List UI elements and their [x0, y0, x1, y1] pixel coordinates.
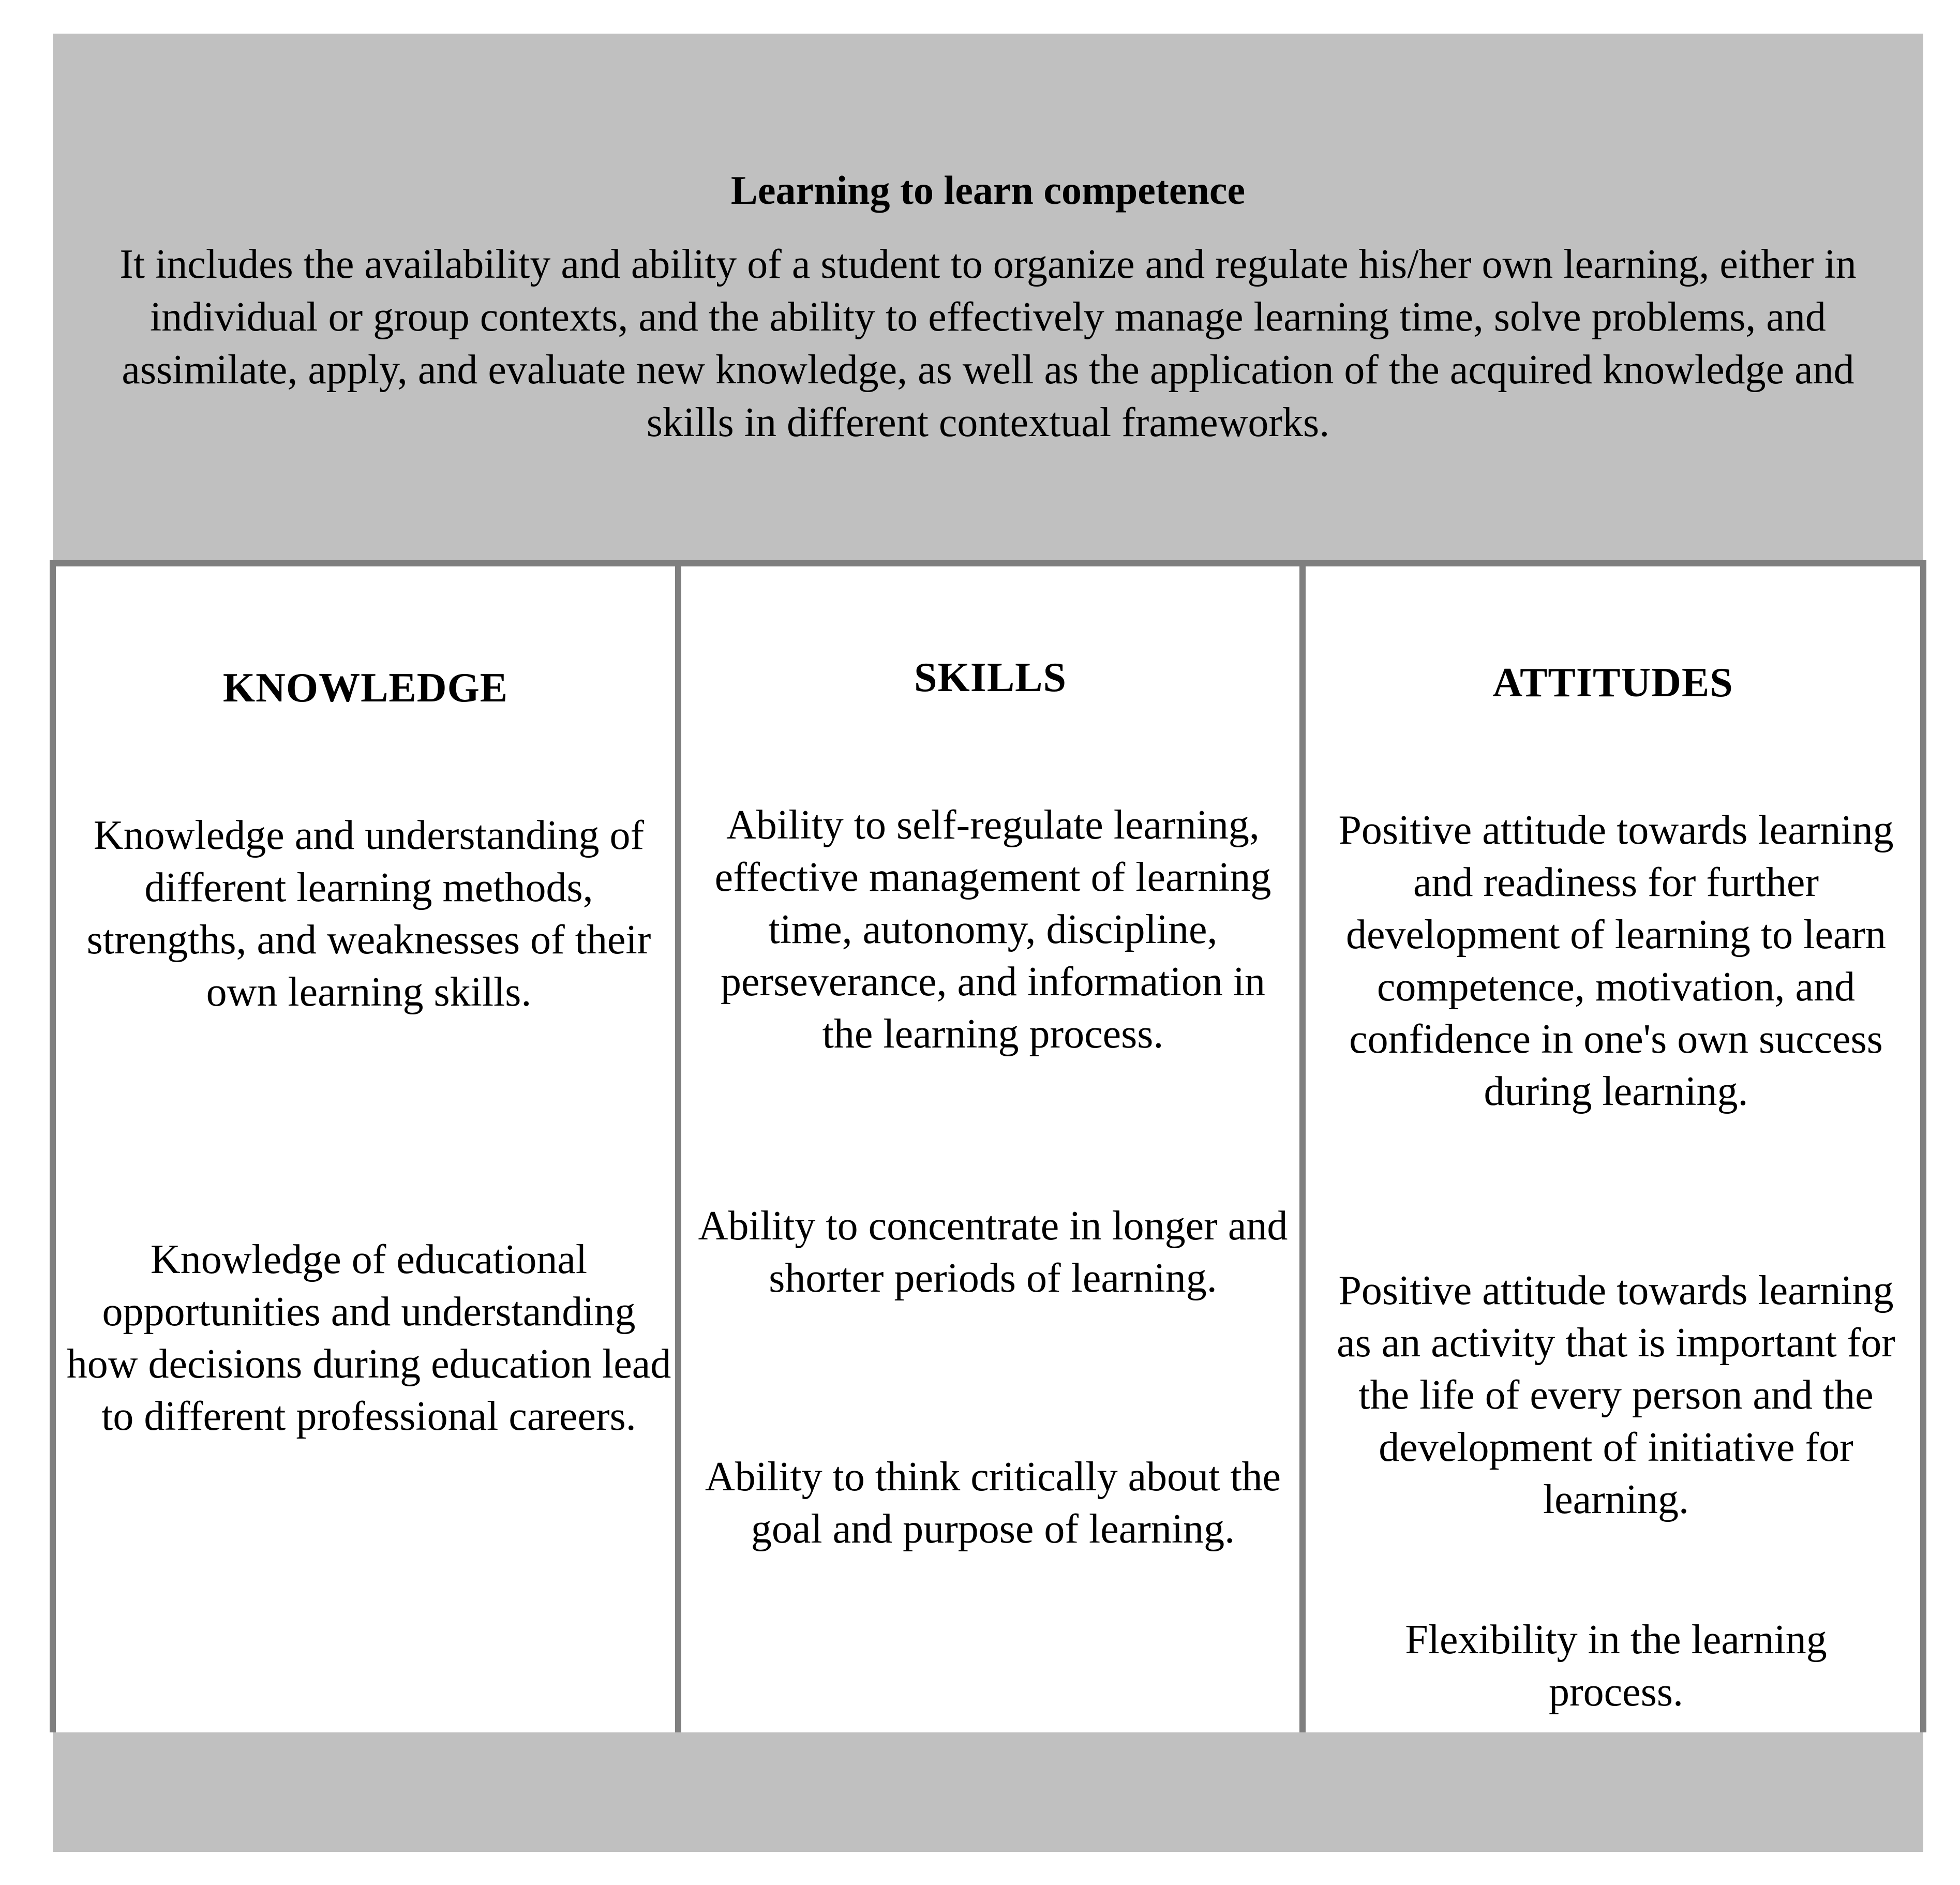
- knowledge-title: KNOWLEDGE: [222, 665, 508, 711]
- skills-item: Ability to self-regulate learning, effective management of learning time, autonomy, discipline, perseverance, and information in the learning process.: [714, 802, 1271, 1057]
- attitudes-item: Flexibility in the learning process.: [1405, 1617, 1827, 1715]
- header-description: It includes the availability and ability of a student to organize and regulate his/her own learning, either in individual or group contexts, and the ability to effectively manage learning time, solve problems, and assimilate, apply, and evaluate new knowledge, as well as the application of the acquired knowledge and skills in different contextual frameworks.: [119, 242, 1857, 445]
- skills-item: Ability to think critically about the goal and purpose of learning.: [705, 1454, 1281, 1552]
- knowledge-item: Knowledge of educational opportunities and understanding how decisions during education lead to different professional careers.: [66, 1237, 671, 1439]
- attitudes-column: [1299, 560, 1926, 1732]
- knowledge-item: Knowledge and understanding of different learning methods, strengths, and weaknesses of their own learning skills.: [86, 813, 651, 1015]
- attitudes-item: Positive attitude towards learning and readiness for further development of learning to learn competence, motivation, and confidence in one's own success during learning.: [1338, 807, 1894, 1114]
- header-title: Learning to learn competence: [730, 168, 1246, 213]
- skills-title: SKILLS: [914, 655, 1067, 700]
- skills-column: [675, 560, 1306, 1732]
- skills-item: Ability to concentrate in longer and shorter periods of learning.: [698, 1203, 1288, 1301]
- attitudes-title: ATTITUDES: [1492, 660, 1733, 706]
- footer-band: [53, 1730, 1923, 1852]
- knowledge-column: [50, 560, 681, 1732]
- attitudes-item: Positive attitude towards learning as an activity that is important for the life of every person and the development of initiative for learning.: [1337, 1268, 1895, 1522]
